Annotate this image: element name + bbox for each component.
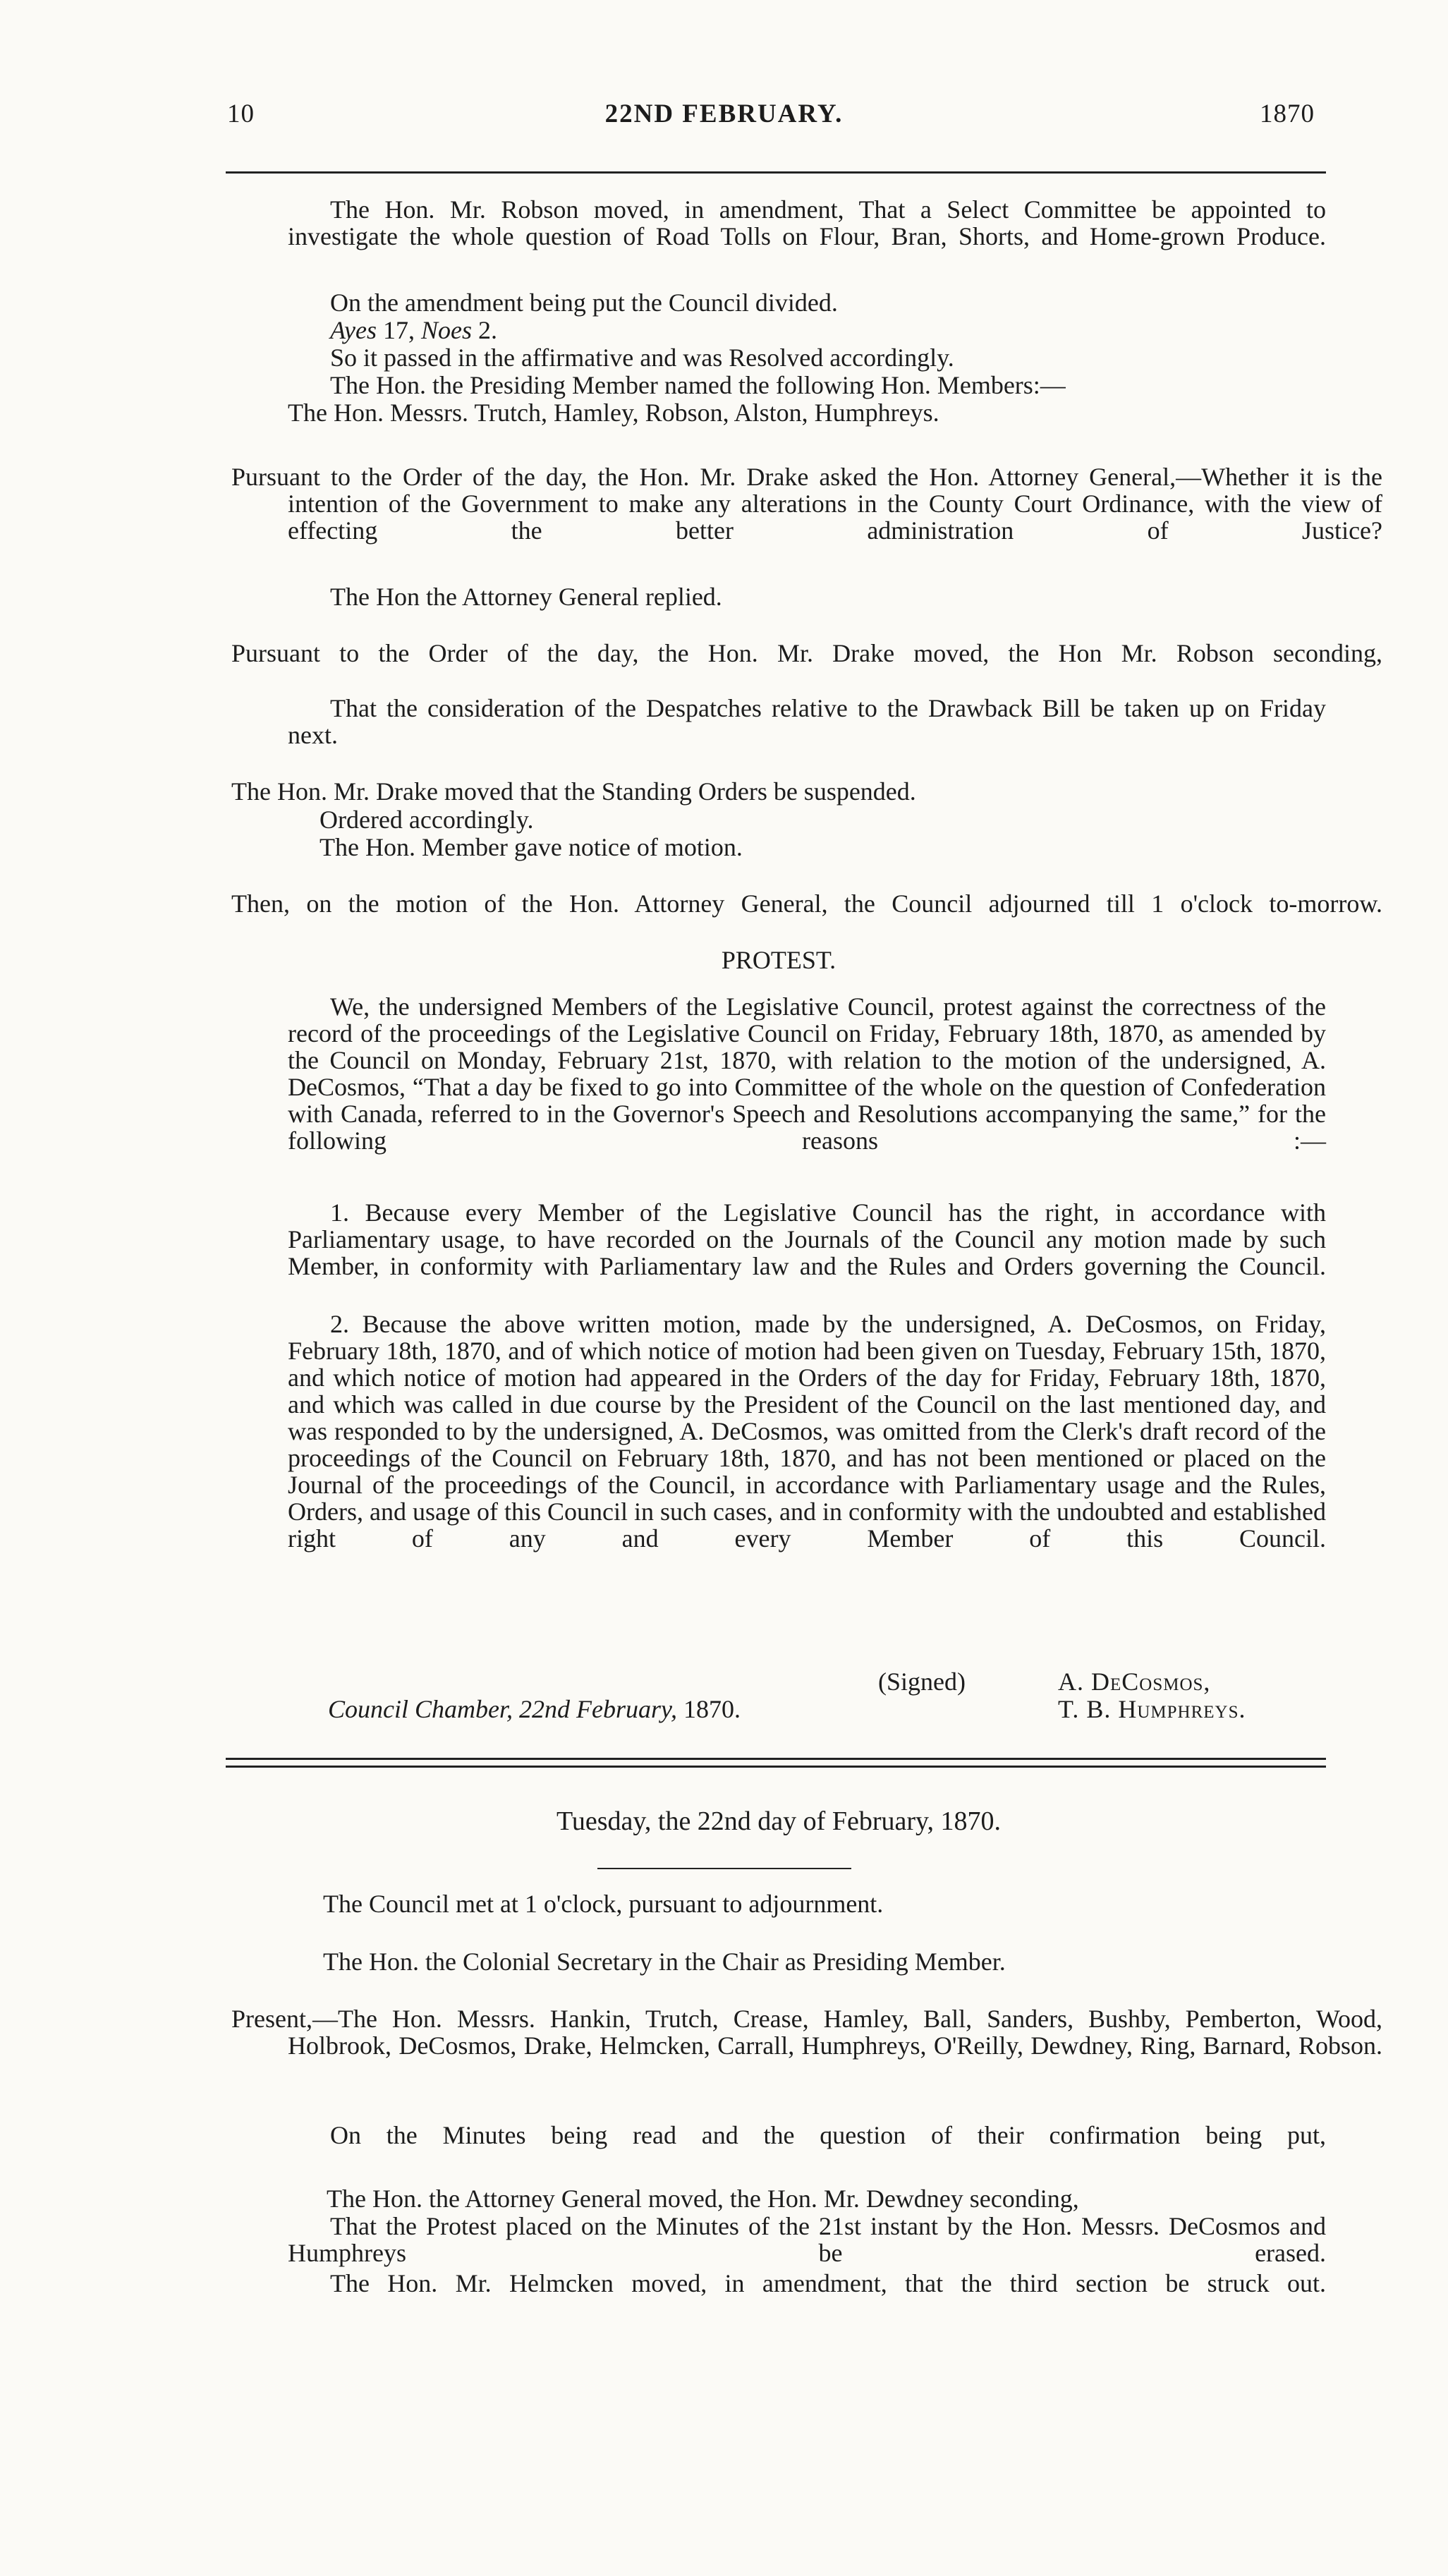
signer-humphreys: T. B. Humphreys.	[1058, 1695, 1246, 1723]
drake-question-paragraph: Pursuant to the Order of the day, the Hon. Mr. Drake asked the Hon. Attorney General,—Whether it is the intention of the Government to make any alterations in the County Court Ordinance, with the view of effecting the better administration of Justice?	[231, 463, 1382, 545]
section-double-rule-top	[226, 1758, 1326, 1760]
place-year: 1870.	[683, 1695, 741, 1723]
noes-count: 2.	[477, 316, 497, 344]
drake-moved-paragraph: Pursuant to the Order of the day, the Hon. Mr. Drake moved, the Hon Mr. Robson seconding,	[231, 639, 1382, 667]
signed-label: (Signed)	[878, 1667, 966, 1696]
ayes-label: Ayes	[330, 316, 377, 344]
protest-intro-paragraph: We, the undersigned Members of the Legislative Council, protest against the correctness of the record of the proceedings of the Legislative Council on Friday, February 18th, 1870, as amended by the Council on Monday, February 21st, 1870, with relation to the motion of the undersigned, A. DeCosmos, “That a day be fixed to go into Committee of the whole on the question of Confederation with Canada, referred to in the Governor's Speech and Resolutions accompanying the same,” for the following reasons :—	[288, 992, 1326, 1155]
present-paragraph: Present,—The Hon. Messrs. Hankin, Trutch, Crease, Hamley, Ball, Sanders, Bushby, Pemberton, Wood, Holbrook, DeCosmos, Drake, Helmcken, Carrall, Humphreys, O'Reilly, Dewdney, Ring, Barnard, Robson.	[231, 2005, 1382, 2060]
place-label: Council Chamber,	[328, 1695, 513, 1723]
place-date: 22nd February,	[519, 1695, 677, 1723]
minutes-paragraph: On the Minutes being read and the question of their confirmation being put,	[330, 2121, 1326, 2149]
ordered-line: Ordered accordingly.	[320, 806, 534, 834]
council-chamber-line	[328, 1696, 892, 1723]
signature-block	[878, 1668, 1330, 1695]
section-double-rule-bottom	[226, 1766, 1326, 1768]
session-heading-rule	[597, 1868, 851, 1869]
adjourned-paragraph: Then, on the motion of the Hon. Attorney General, the Council adjourned till 1 o'clock to-morrow.	[231, 889, 1382, 918]
council-met-line: The Council met at 1 o'clock, pursuant to adjournment.	[323, 1890, 884, 1918]
attorney-replied-line: The Hon the Attorney General replied.	[330, 583, 722, 611]
helmcken-amendment-paragraph: The Hon. Mr. Helmcken moved, in amendment, that the third section be struck out.	[330, 2269, 1326, 2297]
resolved-line: So it passed in the affirmative and was Resolved accordingly.	[330, 344, 954, 372]
protest-erased-paragraph: That the Protest placed on the Minutes of the 21st instant by the Hon. Messrs. DeCosmos and Humphreys be erased.	[288, 2212, 1326, 2267]
page-year: 1870	[1260, 99, 1315, 128]
named-members-line: The Hon. the Presiding Member named the following Hon. Members:—	[330, 371, 1066, 399]
despatches-paragraph: That the consideration of the Despatches relative to the Drawback Bill be taken up on Friday next.	[288, 694, 1326, 749]
notice-line: The Hon. Member gave notice of motion.	[320, 833, 743, 861]
noes-label: Noes	[420, 316, 472, 344]
signer-humphreys-line	[1058, 1696, 1330, 1723]
robson-amendment-paragraph: The Hon. Mr. Robson moved, in amendment, That a Select Committee be appointed to investigate the whole question of Road Tolls on Flour, Bran, Shorts, and Home-grown Produce.	[288, 195, 1326, 250]
council-divided-line: On the amendment being put the Council divided.	[330, 288, 838, 317]
page-number: 10	[227, 99, 255, 128]
protest-reason-1: 1. Because every Member of the Legislative Council has the right, in accordance with Parliamentary usage, to have recorded on the Journals of the Council any motion made by such Member, in conformity with Parliamentary law and the Rules and Orders governing the Council.	[288, 1198, 1326, 1280]
attorney-moved-line: The Hon. the Attorney General moved, the Hon. Mr. Dewdney seconding,	[327, 2185, 1079, 2213]
session-heading: Tuesday, the 22nd day of February, 1870.	[556, 1806, 1002, 1836]
header-rule	[226, 171, 1326, 174]
standing-orders-line: The Hon. Mr. Drake moved that the Standing Orders be suspended.	[231, 777, 916, 806]
chair-line: The Hon. the Colonial Secretary in the Chair as Presiding Member.	[323, 1948, 1006, 1976]
division-result-line	[330, 317, 1326, 344]
signer-decosmos: A. DeCosmos,	[1058, 1667, 1211, 1696]
page-date-title: 22ND FEBRUARY.	[604, 99, 844, 128]
protest-title: PROTEST.	[721, 946, 836, 974]
members-list-line: The Hon. Messrs. Trutch, Hamley, Robson, Alston, Humphreys.	[288, 399, 939, 427]
ayes-count: 17,	[382, 316, 415, 344]
protest-reason-2: 2. Because the above written motion, made by the undersigned, A. DeCosmos, on Friday, February 18th, 1870, and of which notice of motion had been given on Tuesday, February 15th, 1870, and which notice of motion had appeared in the Orders of the day for Friday, February 18th, 1870, and which was called in due course by the President of the Council on the last mentioned day, and was responded to by the undersigned, A. DeCosmos, was omitted from the Clerk's draft record of the proceedings of the Council on February 18th, 1870, and has not been mentioned or placed on the Journal of the proceedings of the Council, in accordance with Parliamentary usage and the Rules, Orders, and usage of this Council in such cases, and in conformity with the undoubted and established right of any and every Member of this Council.	[288, 1310, 1326, 1553]
